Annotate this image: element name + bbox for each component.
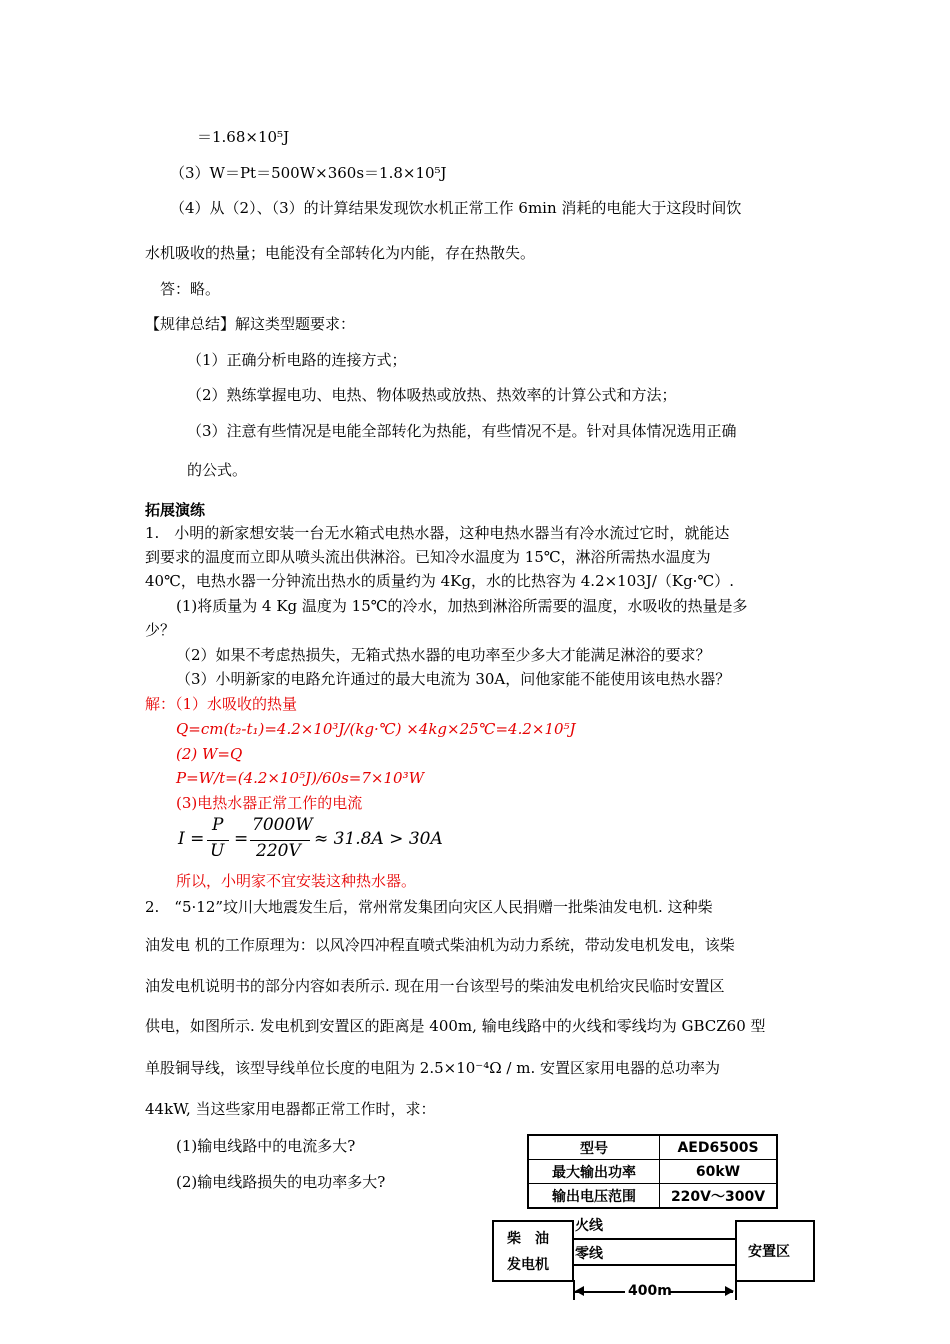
problem-2-text: 单股铜导线，该型导线单位长度的电阻为 2.5×10⁻⁴Ω / m. 安置区家用电器的总功率为 — [145, 1059, 720, 1077]
equation-line: ＝1.68×10⁵J — [197, 128, 290, 146]
table-cell: AED6500S — [660, 1135, 778, 1160]
dimension-line — [670, 1291, 733, 1293]
summary-item: （2）熟练掌握电功、电热、物体吸热或放热、热效率的计算公式和方法； — [187, 386, 677, 404]
summary-item-cont: 的公式。 — [187, 461, 248, 479]
formula-eq: = — [234, 829, 249, 849]
question-2-2: (2)输电线路损失的电功率多大? — [176, 1173, 386, 1191]
fraction-bar — [250, 840, 310, 841]
table-row — [528, 1184, 777, 1209]
question-2: （2）如果不考虑热损失，无箱式热水器的电功率至少多大才能满足淋浴的要求？ — [176, 646, 711, 664]
arrow-right-icon — [725, 1286, 734, 1296]
answer-line: 答：略。 — [160, 280, 221, 298]
problem-1-text: 40℃，电热水器一分钟流出热水的质量约为 4Kg，水的比热容为 4.2×103J/（Kg·℃）. — [145, 572, 735, 590]
current-formula — [178, 815, 448, 867]
fraction-bar — [207, 840, 229, 841]
problem-2-text: 油发电机说明书的部分内容如表所示. 现在用一台该型号的柴油发电机给灾民临时安置区 — [145, 977, 725, 995]
section-heading: 拓展演练 — [145, 501, 206, 519]
table-cell: 型号 — [528, 1135, 660, 1160]
distance-label: 400m — [628, 1283, 672, 1299]
solution-step: (2) W=Q — [176, 745, 243, 763]
question-2-1: (1)输电线路中的电流多大? — [176, 1137, 356, 1155]
table-cell: 输出电压范围 — [528, 1184, 660, 1209]
table-row — [528, 1135, 777, 1160]
table-row — [528, 1160, 777, 1184]
neutral-wire-label: 零线 — [575, 1246, 603, 1262]
text-line: 水机吸收的热量；电能没有全部转化为内能，存在热散失。 — [145, 244, 536, 262]
question-1-cont: 少？ — [145, 621, 176, 639]
live-wire-line — [572, 1238, 737, 1240]
formula-num: 7000W — [252, 815, 313, 835]
question-3: （3）小明新家的电路允许通过的最大电流为 30A，问他家能不能使用该电热水器？ — [176, 670, 731, 688]
summary-item: （3）注意有些情况是电能全部转化为热能，有些情况不是。针对具体情况选用正确 — [187, 422, 737, 440]
problem-2-text: 油发电 机的工作原理为：以风冷四冲程直喷式柴油机为动力系统，带动发电机发电，该柴 — [145, 936, 735, 954]
problem-2-text: 44kW, 当这些家用电器都正常工作时，求： — [145, 1100, 436, 1118]
summary-item: （1）正确分析电路的连接方式； — [187, 351, 407, 369]
solution-step: Q=cm(t₂-t₁)=4.2×10³J/(kg·℃) ×4kg×25℃=4.2×10⁵J — [176, 720, 576, 738]
table-cell: 最大输出功率 — [528, 1160, 660, 1184]
problem-1-text: 到要求的温度而立即从喷头流出供淋浴。已知冷水温度为 15℃，淋浴所需热水温度为 — [145, 548, 711, 566]
live-wire-label: 火线 — [575, 1218, 603, 1234]
neutral-wire-line — [572, 1264, 737, 1266]
calc-line-3: （3）W＝Pt＝500W×360s＝1.8×10⁵J — [170, 164, 447, 182]
table-cell: 220V～300V — [660, 1184, 778, 1209]
solution-conclusion: 所以，小明家不宜安装这种热水器。 — [176, 872, 417, 890]
generator-label: 发电机 — [507, 1257, 549, 1273]
table-cell: 60kW — [660, 1160, 778, 1184]
arrow-left-icon — [575, 1286, 584, 1296]
summary-title: 【规律总结】解这类型题要求： — [145, 315, 356, 333]
formula-rhs: ≈ 31.8A > 30A — [314, 829, 443, 849]
problem-1-text: 1. 小明的新家想安装一台无水箱式电热水器，这种电热水器当有冷水流过它时，就能达 — [145, 524, 730, 542]
spec-table — [527, 1134, 778, 1209]
problem-2-text: 2. “5·12”坟川大地震发生后，常州常发集团向灾区人民捐赠一批柴油发电机. 这种柴 — [145, 898, 713, 916]
solution-step: 解：（1）水吸收的热量 — [145, 695, 298, 713]
text-line: （4）从（2）、（3）的计算结果发现饮水机正常工作 6min 消耗的电能大于这段时间饮 — [170, 199, 742, 217]
formula-den: U — [210, 841, 225, 861]
formula-den: 220V — [256, 841, 301, 861]
solution-step: P=W/t=(4.2×10⁵J)/60s=7×10³W — [176, 769, 425, 787]
formula-num: P — [212, 815, 224, 835]
generator-label: 柴 油 — [507, 1231, 549, 1247]
formula-lhs: I = — [178, 829, 205, 849]
solution-step: (3)电热水器正常工作的电流 — [176, 794, 363, 812]
question-1: (1)将质量为 4 Kg 温度为 15℃的冷水，加热到淋浴所需要的温度，水吸收的热量是多 — [176, 597, 748, 615]
dimension-tick-right — [735, 1280, 737, 1300]
settlement-label: 安置区 — [748, 1244, 790, 1260]
problem-2-text: 供电，如图所示. 发电机到安置区的距离是 400m, 输电线路中的火线和零线均为 GBCZ60 型 — [145, 1017, 766, 1035]
